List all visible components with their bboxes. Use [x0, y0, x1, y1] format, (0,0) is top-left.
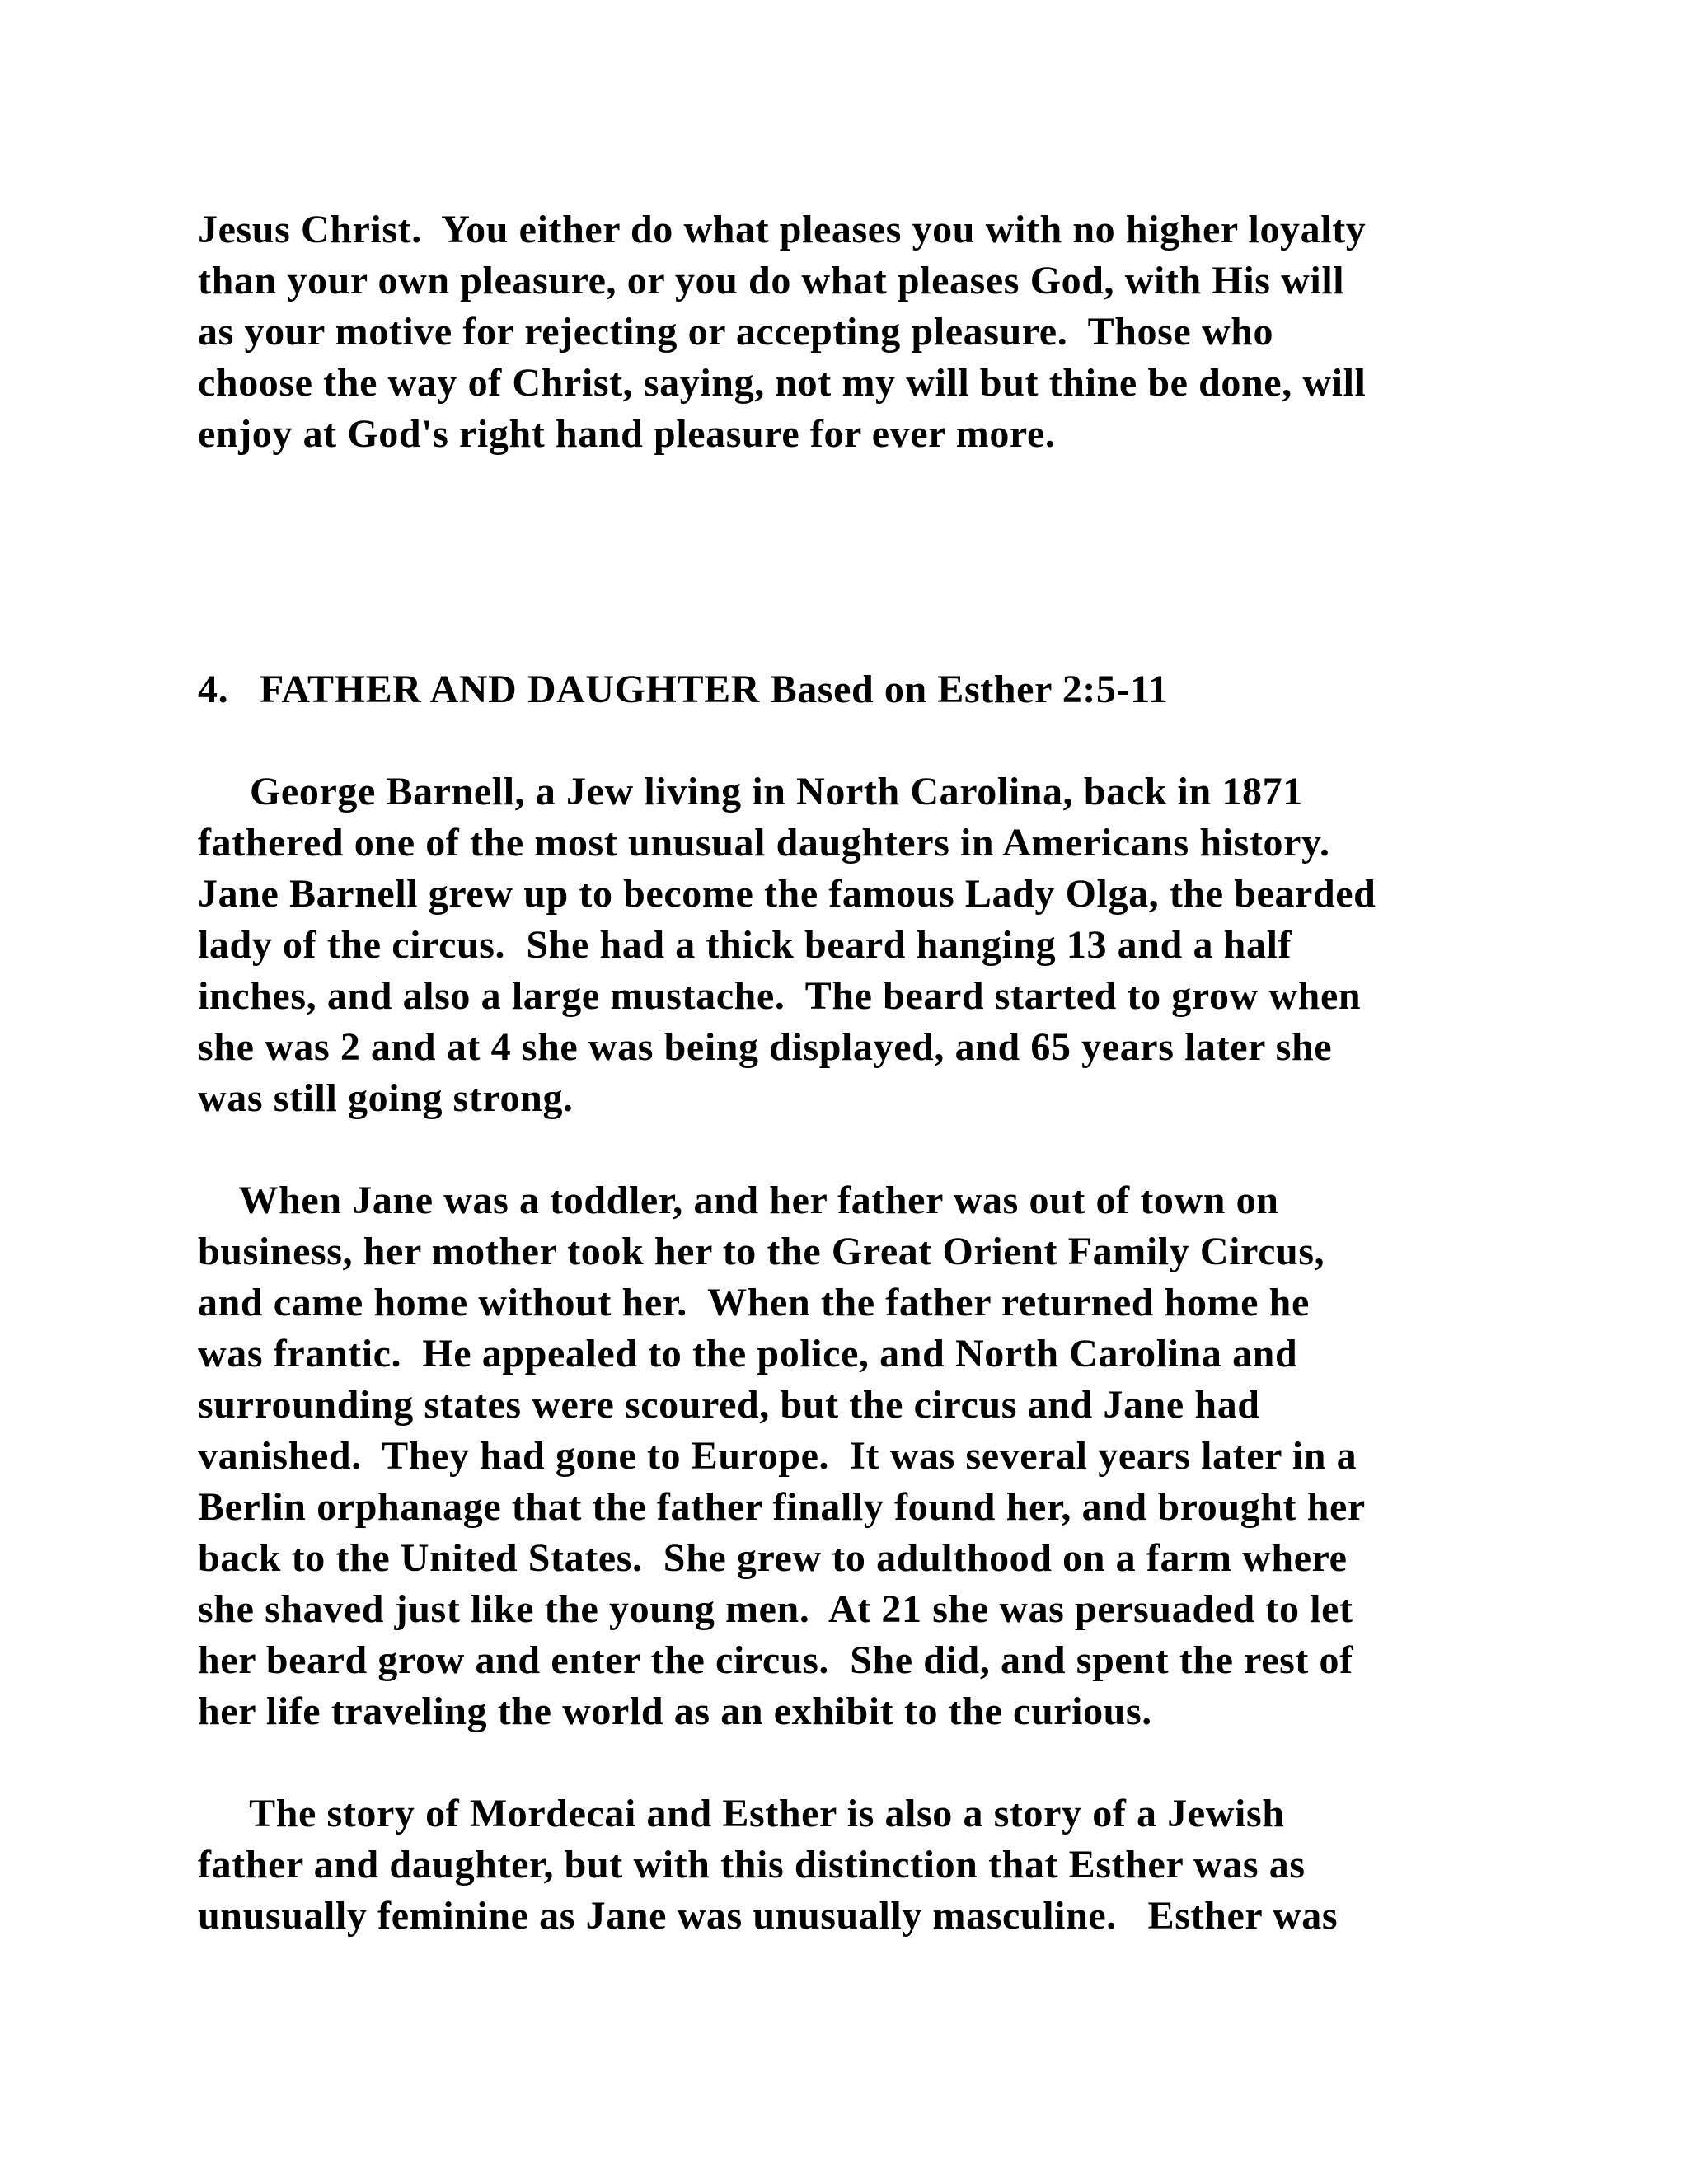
document-page [198, 0, 1500, 2184]
paragraph-2-line-1: George Barnell, a Jew living in North Carolina, back in 1871 [198, 770, 1303, 813]
paragraph-1-line-5: enjoy at God's right hand pleasure for ever more. [198, 412, 1056, 456]
paragraph-1-line-2: than your own pleasure, or you do what pleases God, with His will [198, 259, 1345, 302]
paragraph-1-line-4: choose the way of Christ, saying, not my will but thine be done, will [198, 361, 1367, 405]
paragraph-2-line-3: Jane Barnell grew up to become the famous Lady Olga, the bearded [198, 872, 1376, 916]
paragraph-3-line-1: When Jane was a toddler, and her father was out of town on [198, 1179, 1279, 1222]
section-heading: 4. FATHER AND DAUGHTER Based on Esther 2:5-11 [198, 668, 1169, 711]
paragraph-3-line-10: her beard grow and enter the circus. She did, and spent the rest of [198, 1638, 1353, 1682]
paragraph-3-line-5: surrounding states were scoured, but the circus and Jane had [198, 1383, 1260, 1427]
paragraph-2-line-7: was still going strong. [198, 1076, 574, 1120]
paragraph-2-line-5: inches, and also a large mustache. The beard started to grow when [198, 974, 1362, 1018]
paragraph-2-line-4: lady of the circus. She had a thick beard hanging 13 and a half [198, 923, 1292, 967]
paragraph-3-line-6: vanished. They had gone to Europe. It was several years later in a [198, 1434, 1357, 1478]
paragraph-3-line-11: her life traveling the world as an exhibit to the curious. [198, 1690, 1152, 1733]
paragraph-4-line-2: father and daughter, but with this distinction that Esther was as [198, 1843, 1306, 1886]
paragraph-1-line-1: Jesus Christ. You either do what pleases you with no higher loyalty [198, 208, 1367, 251]
paragraph-3-line-2: business, her mother took her to the Great Orient Family Circus, [198, 1230, 1325, 1273]
paragraph-3-line-4: was frantic. He appealed to the police, and North Carolina and [198, 1332, 1298, 1376]
paragraph-3-line-7: Berlin orphanage that the father finally found her, and brought her [198, 1485, 1366, 1529]
paragraph-4-line-1: The story of Mordecai and Esther is also a story of a Jewish [198, 1792, 1285, 1835]
paragraph-4-line-3: unusually feminine as Jane was unusually masculine. Esther was [198, 1894, 1339, 1938]
paragraph-1-line-3: as your motive for rejecting or accepting pleasure. Those who [198, 310, 1274, 354]
paragraph-2-line-6: she was 2 and at 4 she was being displayed, and 65 years later she [198, 1025, 1333, 1069]
paragraph-2-line-2: fathered one of the most unusual daughters in Americans history. [198, 821, 1330, 865]
paragraph-3-line-3: and came home without her. When the father returned home he [198, 1281, 1310, 1324]
paragraph-3-line-8: back to the United States. She grew to adulthood on a farm where [198, 1536, 1348, 1580]
paragraph-3-line-9: she shaved just like the young men. At 21 she was persuaded to let [198, 1587, 1353, 1631]
